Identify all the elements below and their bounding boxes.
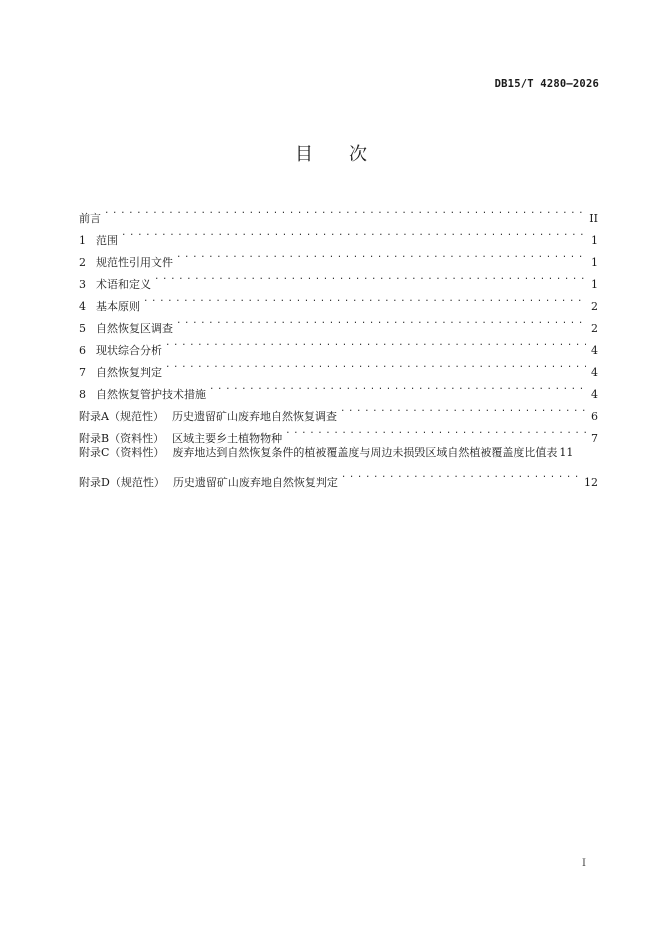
- dot-leader: [341, 464, 580, 486]
- toc-entry-title: 历史遗留矿山废弃地自然恢复调查: [171, 410, 337, 423]
- document-code: DB15/T 4280—2026: [494, 78, 599, 90]
- dot-leader: [340, 398, 586, 420]
- toc-title: [0, 140, 662, 166]
- toc-entry-page: II: [589, 212, 598, 225]
- toc-entry-number: 3: [79, 278, 86, 291]
- dot-leader: [165, 332, 586, 354]
- toc-entry-page: 7: [591, 432, 598, 445]
- toc-entry-number: 8: [79, 388, 86, 401]
- toc-entry-number: 5: [79, 322, 86, 335]
- toc-entry-title: 范围: [96, 234, 118, 247]
- dot-leader: [104, 200, 585, 222]
- toc-entry-page: 4: [591, 344, 598, 357]
- page-number: I: [582, 858, 586, 869]
- dot-leader: [176, 310, 586, 332]
- toc-entry-2[interactable]: [79, 244, 598, 269]
- toc-entry-4[interactable]: [79, 288, 598, 313]
- toc-entry-title: 废弃地达到自然恢复条件的植被覆盖度与周边未损毁区域自然植被覆盖度比值表: [172, 446, 558, 459]
- toc-entry-page: 2: [591, 322, 598, 335]
- toc-title-char: 目: [295, 144, 313, 165]
- toc-entry-title: 术语和定义: [96, 278, 151, 291]
- toc-entry-number: 6: [79, 344, 86, 357]
- toc-entry-number: 4: [79, 300, 86, 313]
- toc-entry-appendix-label: 附录B（资料性）: [79, 432, 165, 445]
- toc-entry-appendix-c[interactable]: [79, 442, 598, 464]
- toc-entry-title: 区域主要乡土植物物种: [172, 432, 283, 445]
- toc-entry-3[interactable]: [79, 266, 598, 291]
- toc-entry-page: 1: [591, 278, 598, 291]
- toc-entry-title: 自然恢复判定: [96, 366, 162, 379]
- toc-entry-number: 2: [79, 256, 86, 269]
- toc-entry-page: 2: [591, 300, 598, 313]
- toc-entry-appendix-label: 附录D（规范性）: [79, 476, 165, 489]
- dot-leader: [154, 266, 586, 288]
- dot-leader: [209, 376, 586, 398]
- dot-leader: [121, 222, 586, 244]
- toc-entry-page: 12: [584, 476, 598, 489]
- toc-entry-appendix-label: 附录C（资料性）: [79, 446, 165, 459]
- dot-leader: [176, 244, 586, 266]
- toc-entry-page: 1: [591, 234, 598, 247]
- toc-entry-page: 4: [591, 388, 598, 401]
- toc-entry-title: 规范性引用文件: [96, 256, 173, 269]
- toc-entry-title: 现状综合分析: [96, 344, 162, 357]
- dot-leader: [143, 288, 586, 310]
- toc-entry-1[interactable]: [79, 222, 598, 247]
- toc-entry-page: 11: [559, 446, 574, 459]
- toc-entry-title: 前言: [79, 212, 101, 225]
- toc-entry-title: 历史遗留矿山废弃地自然恢复判定: [172, 476, 338, 489]
- toc-entry-title: 自然恢复管护技术措施: [96, 388, 206, 401]
- toc-entry-5[interactable]: [79, 310, 598, 335]
- toc-list: [79, 200, 598, 489]
- toc-entry-page: 1: [591, 256, 598, 269]
- dot-leader: [165, 354, 586, 376]
- toc-title-char: 次: [349, 144, 367, 165]
- toc-entry-appendix-d[interactable]: [79, 464, 598, 489]
- toc-entry-number: 1: [79, 234, 86, 247]
- toc-entry-number: 7: [79, 366, 86, 379]
- toc-entry-foreword[interactable]: [79, 200, 598, 225]
- toc-entry-title: 基本原则: [96, 300, 140, 313]
- toc-entry-appendix-label: 附录A（规范性）: [79, 410, 164, 423]
- toc-entry-title: 自然恢复区调查: [96, 322, 173, 335]
- dot-leader: [285, 420, 586, 442]
- toc-entry-page: 4: [591, 366, 598, 379]
- toc-entry-page: 6: [591, 410, 598, 423]
